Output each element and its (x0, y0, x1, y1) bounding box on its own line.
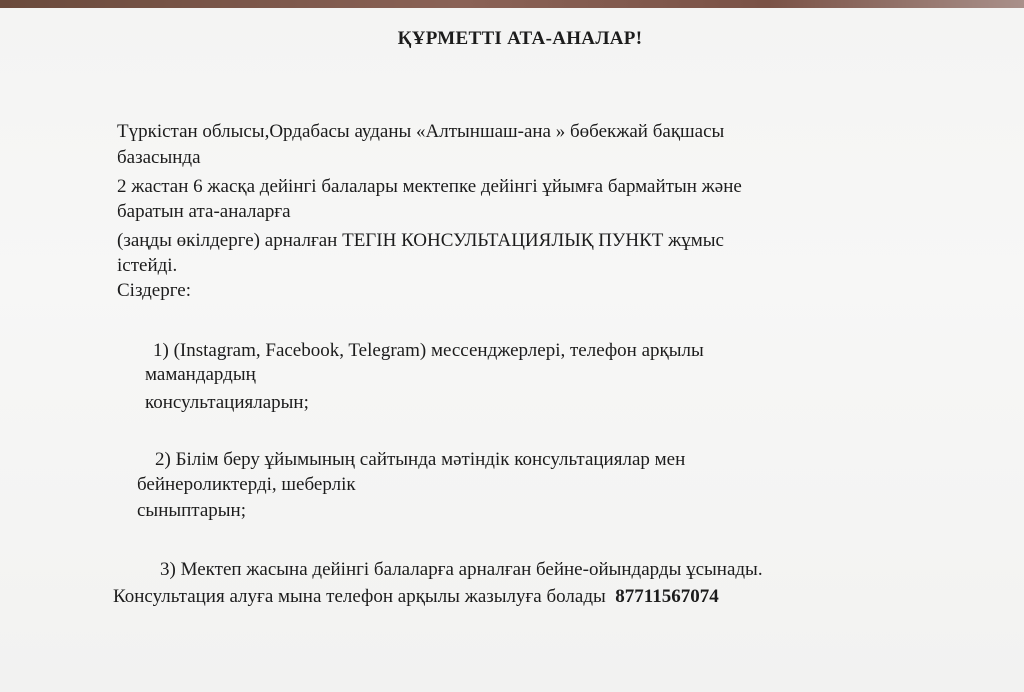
phone-number: 87711567074 (615, 586, 719, 607)
intro-line-7: Сіздерге: (117, 280, 191, 301)
item-3-line: 3) Мектеп жасына дейінгі балаларға арналған бейне-ойындарды ұсынады. (160, 559, 763, 580)
item-1-line-2: мамандардың (145, 364, 256, 385)
contact-line (113, 586, 719, 608)
intro-line-1: Түркістан облысы,Ордабасы ауданы «Алтыншаш-ана » бөбекжай бақшасы (117, 121, 725, 142)
intro-line-3: 2 жастан 6 жасқа дейінгі балалары мектепке дейінгі ұйымға бармайтын және (117, 176, 742, 197)
intro-line-2: базасында (117, 147, 201, 168)
item-2-line-2: бейнероликтерді, шеберлік (137, 474, 356, 495)
intro-line-5: (заңды өкілдерге) арналған ТЕГІН КОНСУЛЬТАЦИЯЛЫҚ ПУНКТ жұмыс (117, 230, 724, 251)
intro-line-6: істейді. (117, 255, 178, 276)
item-1-line-1: 1) (Instagram, Facebook, Telegram) мессенджерлері, телефон арқылы (153, 340, 704, 361)
item-2-line-1: 2) Білім беру ұйымының сайтында мәтіндік консультациялар мен (155, 449, 686, 470)
intro-line-4: баратын ата-аналарға (117, 201, 291, 222)
document-page (0, 8, 1024, 692)
document-title: ҚҰРМЕТТІ АТА-АНАЛАР! (397, 28, 643, 49)
contact-text: Консультация алуға мына телефон арқылы жазылуға болады (113, 586, 606, 607)
item-2-line-3: сыныптарын; (137, 500, 246, 521)
item-1-line-3: консультацияларын; (145, 392, 309, 413)
